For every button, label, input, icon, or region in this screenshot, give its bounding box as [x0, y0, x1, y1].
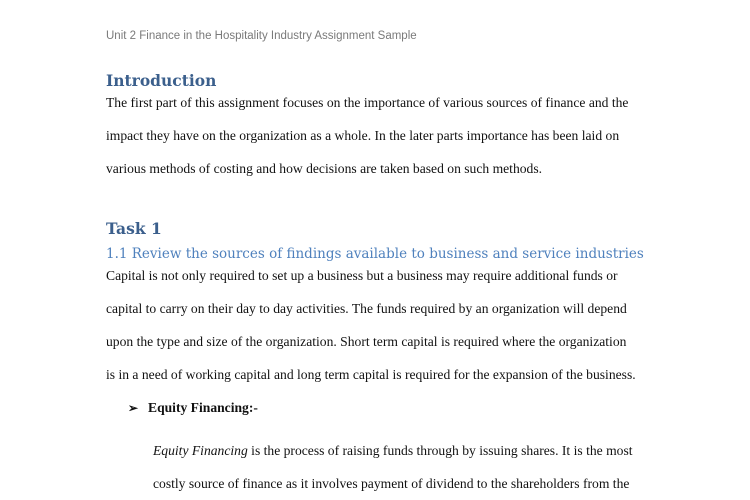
subsection-heading: 1.1 Review the sources of findings available to business and service industries — [106, 246, 644, 262]
section-heading-introduction: Introduction — [106, 71, 217, 90]
paragraph-line: various methods of costing and how decisions are taken based on such methods. — [106, 161, 543, 176]
line-text: is the process of raising funds through by issuing shares. It is the most — [247, 443, 633, 458]
bullet-label: Equity Financing:- — [148, 400, 258, 415]
section-heading-task1: Task 1 — [106, 219, 162, 238]
paragraph-line: is in a need of working capital and long term capital is required for the expansion of the business. — [106, 367, 636, 382]
indented-paragraph-line — [153, 443, 633, 459]
paragraph-line: capital to carry on their day to day activities. The funds required by an organization will depend — [106, 301, 627, 316]
arrow-bullet-icon: ➢ — [128, 401, 139, 415]
paragraph-line: impact they have on the organization as a whole. In the later parts importance has been laid on — [106, 128, 620, 143]
paragraph-line: Capital is not only required to set up a business but a business may require additional funds or — [106, 268, 618, 283]
paragraph-line: The first part of this assignment focuses on the importance of various sources of finance and the — [106, 95, 629, 110]
indented-paragraph-line: costly source of finance as it involves payment of dividend to the shareholders from the — [153, 476, 630, 491]
italic-term: Equity Financing — [153, 443, 248, 458]
running-header: Unit 2 Finance in the Hospitality Industry Assignment Sample — [106, 30, 417, 42]
paragraph-line: upon the type and size of the organization. Short term capital is required where the organization — [106, 334, 627, 349]
bullet-item-equity-financing — [128, 400, 258, 416]
